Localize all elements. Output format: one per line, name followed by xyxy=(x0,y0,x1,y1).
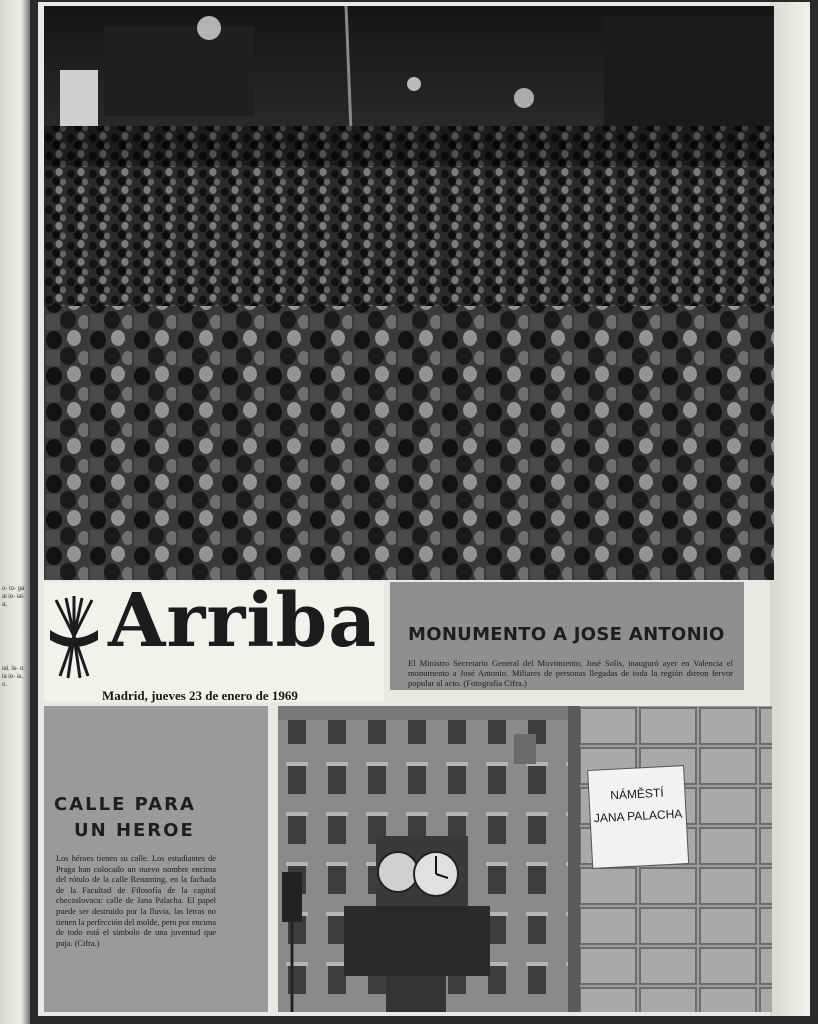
crowd-photograph xyxy=(44,6,774,580)
page-right-edge xyxy=(770,2,810,1016)
top-story-panel xyxy=(390,582,744,690)
headline-line-2: UN HEROE xyxy=(74,820,195,841)
newspaper-logo: Arriba xyxy=(108,578,378,664)
masthead xyxy=(44,578,384,703)
bottom-story-headline xyxy=(54,792,214,844)
street-photo-illustration xyxy=(278,706,772,1012)
crowd-photo-illustration xyxy=(44,6,774,580)
adjacent-page-text: ial. la- o: la io- ia, o. xyxy=(2,666,25,688)
street-sign-line-2: JANA PALACHA xyxy=(593,806,683,826)
dateline: Madrid, jueves 23 de enero de 1969 xyxy=(102,688,298,703)
adjacent-page-edge xyxy=(0,0,30,1024)
street-photograph xyxy=(278,706,772,1012)
yoke-and-arrows-icon xyxy=(48,596,100,680)
bottom-story-panel xyxy=(44,706,268,1012)
street-sign xyxy=(588,766,689,869)
street-sign-line-1: NÁMĚSTÍ xyxy=(609,785,664,803)
top-story-caption: El Ministro Secretario General del Movimiento, José Solís, inauguró ayer en Valencia el monumento a José Antonio. Miliares de personas llegadas de toda la región dieron fervor popular al acto. (Fotografía Cifra.) xyxy=(408,658,733,688)
newspaper-page xyxy=(38,2,810,1016)
top-story-headline: MONUMENTO A JOSE ANTONIO xyxy=(408,624,725,645)
headline-line-1: CALLE PARA xyxy=(54,794,196,815)
adjacent-page-text: o- to- ga al io- ial- a, xyxy=(2,586,25,608)
bottom-story-body: Los héroes tienen su calle. Los estudiantes de Praga han colocado un nuevo nombre encima del rótulo de la calle Renaming, en la fachada de la Facultad de Filosofía de la capital checoslovaca: calle de Jana Palacha. El papel puede ser destruido por la lluvia, las letras no tienen la perfección del molde, pero por encima de todo está el símbolo de una juventud que puja. (Cifra.) xyxy=(56,854,216,948)
